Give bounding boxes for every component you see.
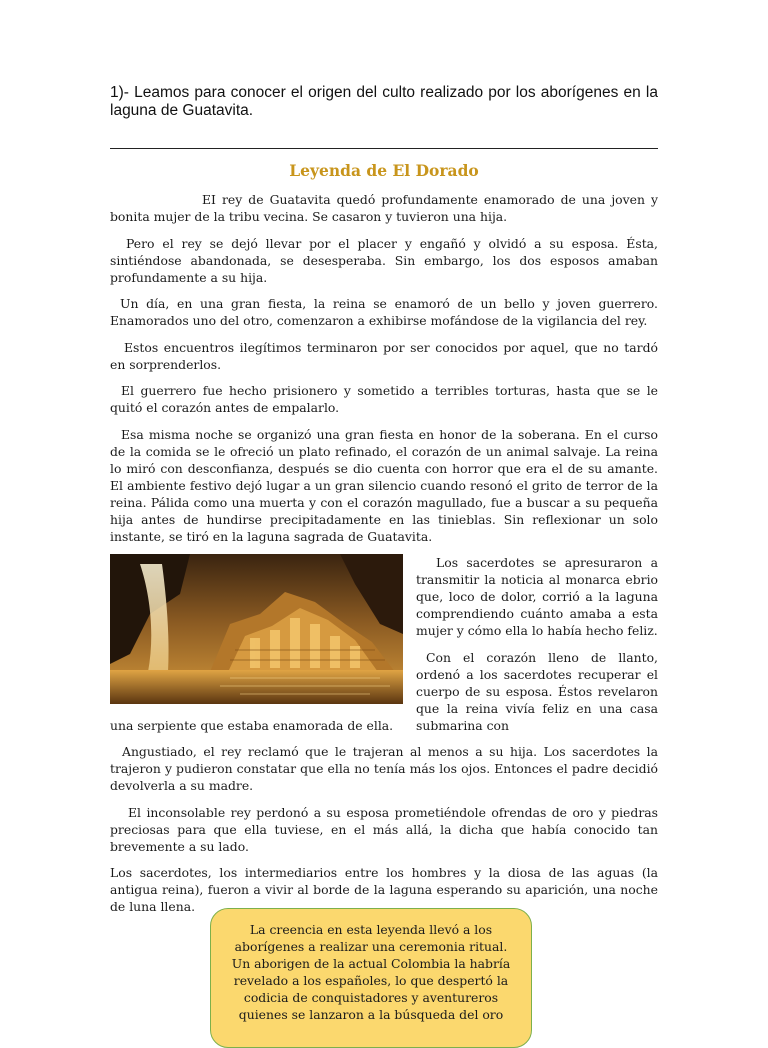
- paragraph-10: El inconsolable rey perdonó a su esposa prometiéndole ofrendas de oro y piedras preciosas para que ella tuviese, en el más allá, la dicha que había conocido tan brevemente a su lado.: [110, 805, 658, 854]
- paragraph-9: Angustiado, el rey reclamó que le trajeran al menos a su hija. Los sacerdotes la trajeron y pudieron constatar que ella no tenía más los ojos. Entonces el padre decidió devolverla a su madre.: [110, 744, 658, 793]
- question-number: 1: [110, 84, 119, 101]
- paragraph-8-continuation: una serpiente que estaba enamorada de ella.: [110, 718, 394, 733]
- paragraph-3: Un día, en una gran fiesta, la reina se enamoró de un bello y joven guerrero. Enamorados uno del otro, comenzaron a exhibirse mofándose de la vigilancia del rey.: [110, 296, 658, 328]
- paragraph-6: Esa misma noche se organizó una gran fiesta en honor de la soberana. En el curso de la comida se le ofreció un plato refinado, el corazón de un animal salvaje. La reina lo miró con desconfianza, después se dio cuenta con horror que era el de su amante. El ambiente festivo dejó lugar a un gran silencio cuando resonó el grito de terror de la reina. Pálida como una muerta y con el corazón magullado, fue a buscar a su pequeña hija antes de hundirse precipitadamente en las tinieblas. Sin reflexionar un solo instante, se tiró en la laguna sagrada de Guatavita.: [110, 427, 658, 544]
- el-dorado-illustration: [110, 554, 403, 704]
- paragraph-7: Los sacerdotes se apresuraron a transmitir la noticia al monarca ebrio que, loco de dolor, corrió a la laguna comprendiendo cuánto amaba a esta mujer y cómo ella lo había hecho feliz.: [416, 555, 658, 638]
- paragraph-4: Estos encuentros ilegítimos terminaron por ser conocidos por aquel, que no tardó en sorprenderlos.: [110, 340, 658, 372]
- paragraph-5: El guerrero fue hecho prisionero y sometido a terribles torturas, hasta que se le quitó el corazón antes de empalarlo.: [110, 383, 658, 415]
- intro-question: [110, 84, 658, 120]
- question-text: )- Leamos para conocer el origen del culto realizado por los aborígenes en la laguna de Guatavita.: [110, 84, 658, 119]
- paragraph-11: Los sacerdotes, los intermediarios entre los hombres y la diosa de las aguas (la antigua reina), fueron a vivir al borde de la laguna esperando su aparición, una noche de luna llena.: [110, 865, 658, 914]
- paragraph-1: EI rey de Guatavita quedó profundamente enamorado de una joven y bonita mujer de la tribu vecina. Se casaron y tuvieron una hija.: [110, 192, 658, 224]
- note-text: La creencia en esta leyenda llevó a los aborígenes a realizar una ceremonia ritual. Un aborigen de la actual Colombia la habría revelado a los españoles, lo que despertó la codicia de conquistadores y aventureros quienes se lanzaron a la búsqueda del oro: [231, 922, 511, 1022]
- legend-title: Leyenda de El Dorado: [289, 161, 479, 180]
- divider-line: [110, 148, 658, 149]
- paragraph-8: Con el corazón lleno de llanto, ordenó a los sacerdotes recuperar el cuerpo de su esposa. Éstos revelaron que la reina vivía feliz en una casa submarina con: [416, 650, 658, 733]
- note-callout-box: [210, 908, 532, 1048]
- paragraph-2: Pero el rey se dejó llevar por el placer y engañó y olvidó a su esposa. Ésta, sintiéndose abandonada, se desesperaba. Sin embargo, los dos esposos amaban profundamente a su hija.: [110, 236, 658, 285]
- golden-city-image: [110, 554, 403, 704]
